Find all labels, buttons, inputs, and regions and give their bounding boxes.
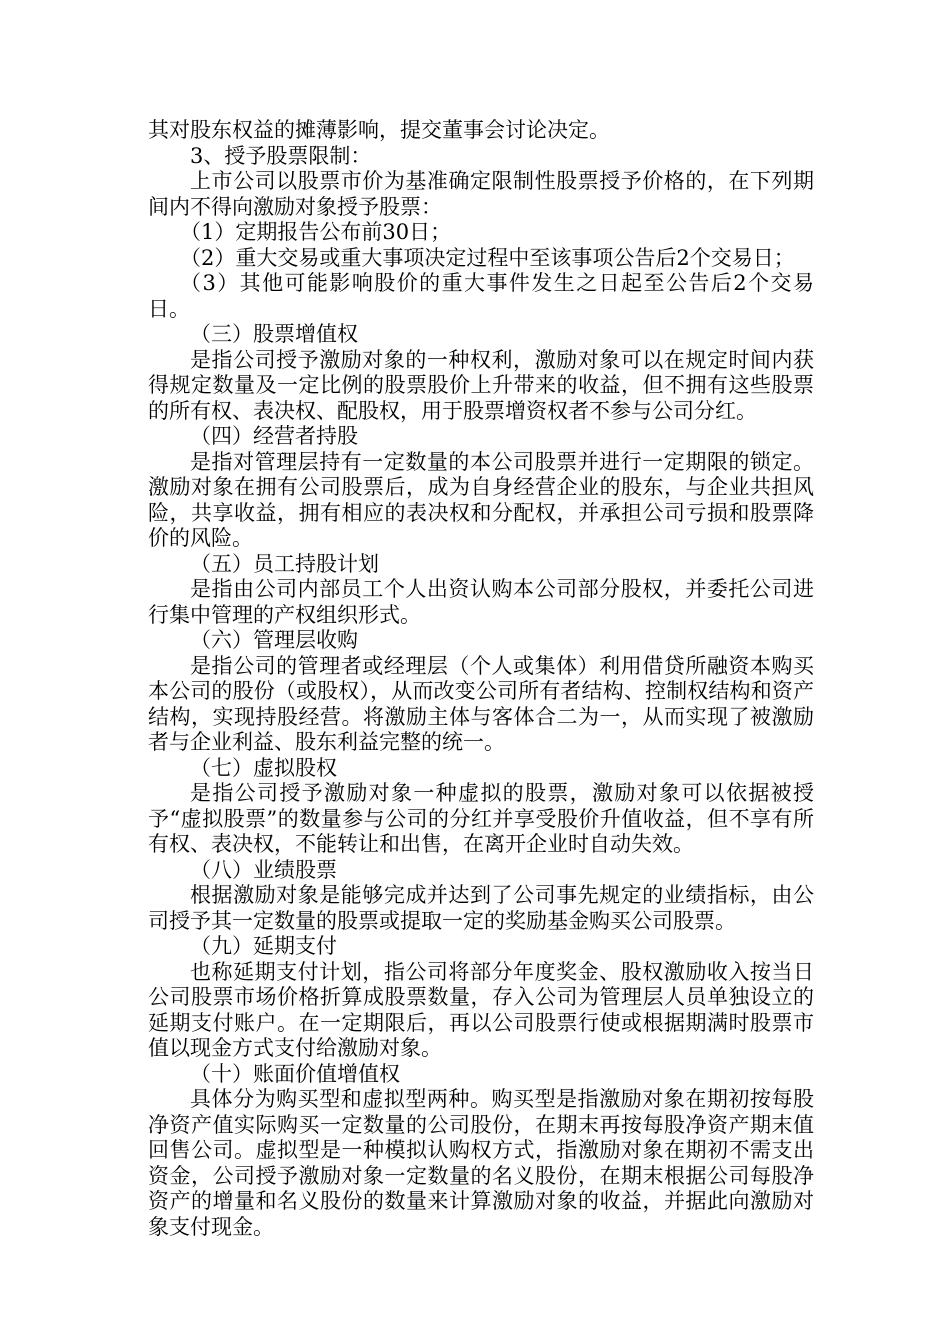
section-heading-management-buyout: （六）管理层收购 bbox=[190, 628, 358, 652]
section-heading-manager-shareholding: （四）经营者持股 bbox=[190, 424, 358, 448]
paragraph-book-value-rights: 具体分为购买型和虚拟型两种。购买型是指激励对象在期初按每股净资产值实际购买一定数量的公司股份，在期末再按每股净资产期末值回售公司。虚拟型是一种模拟认购权方式，指激励对象在期初不需支出资金，公司授予激励对象一定数量的名义股份，在期末根据公司每股净资产的增量和名义股份的数量来计算激励对象的收益，并据此向激励对象支付现金。 bbox=[148, 1087, 814, 1239]
section-heading-restrictions: 3、授予股票限制： bbox=[190, 143, 372, 168]
paragraph-deferred-payment: 也称延期支付计划，指公司将部分年度奖金、股权激励收入按当日公司股票市场价格折算成股票数量，存入公司为管理层人员单独设立的延期支付账户。在一定期限后，再以公司股票行使或根据期满时股票市值以现金方式支付给激励对象。 bbox=[148, 959, 814, 1060]
section-heading-deferred-payment: （九）延期支付 bbox=[190, 934, 337, 958]
paragraph-continuation: 其对股东权益的摊薄影响，提交董事会讨论决定。 bbox=[148, 118, 610, 142]
list-item-restriction-2: （2）重大交易或重大事项决定过程中至该事项公告后2个交易日； bbox=[180, 245, 795, 270]
section-heading-virtual-equity: （七）虚拟股权 bbox=[190, 755, 337, 780]
paragraph-manager-shareholding: 是指对管理层持有一定数量的本公司股票并进行一定期限的锁定。激励对象在拥有公司股票后，成为自身经营企业的股东，与企业共担风险，共享收益，拥有相应的表决权和分配权，并承担公司亏损和股票降价的风险。 bbox=[148, 449, 814, 550]
document-page bbox=[148, 118, 814, 1240]
paragraph-virtual-equity: 是指公司授予激励对象一种虚拟的股票，激励对象可以依据被授予“虚拟股票”的数量参与公司的分红并享受股价升值收益，但不享有所有权、表决权，不能转让和出售，在离开企业时自动失效。 bbox=[148, 781, 814, 856]
paragraph-restriction-intro: 上市公司以股票市价为基准确定限制性股票授予价格的，在下列期间内不得向激励对象授予股票： bbox=[148, 169, 814, 219]
paragraph-performance-shares: 根据激励对象是能够完成并达到了公司事先规定的业绩指标，由公司授予其一定数量的股票或提取一定的奖励基金购买公司股票。 bbox=[148, 883, 814, 933]
section-heading-performance-shares: （八）业绩股票 bbox=[190, 857, 337, 882]
paragraph-management-buyout: 是指公司的管理者或经理层（个人或集体）利用借贷所融资本购买本公司的股份（或股权），从而改变公司所有者结构、控制权结构和资产结构，实现持股经营。将激励主体与客体合二为一，从而实现了被激励者与企业利益、股东利益完整的统一。 bbox=[148, 653, 814, 754]
list-item-restriction-1: （1）定期报告公布前30日； bbox=[180, 220, 452, 244]
section-heading-book-value-rights: （十）账面价值增值权 bbox=[190, 1061, 400, 1086]
paragraph-stock-appreciation-rights: 是指公司授予激励对象的一种权利，激励对象可以在规定时间内获得规定数量及一定比例的股票股价上升带来的收益，但不拥有这些股票的所有权、表决权、配股权，用于股票增资权者不参与公司分红。 bbox=[148, 347, 814, 423]
section-heading-employee-stock-plan: （五）员工持股计划 bbox=[190, 551, 379, 576]
section-heading-stock-appreciation-rights: （三）股票增值权 bbox=[190, 322, 358, 346]
list-item-restriction-3: （3）其他可能影响股价的重大事件发生之日起至公告后2个交易日。 bbox=[148, 271, 814, 321]
paragraph-employee-stock-plan: 是指由公司内部员工个人出资认购本公司部分股权，并委托公司进行集中管理的产权组织形式。 bbox=[148, 577, 814, 627]
